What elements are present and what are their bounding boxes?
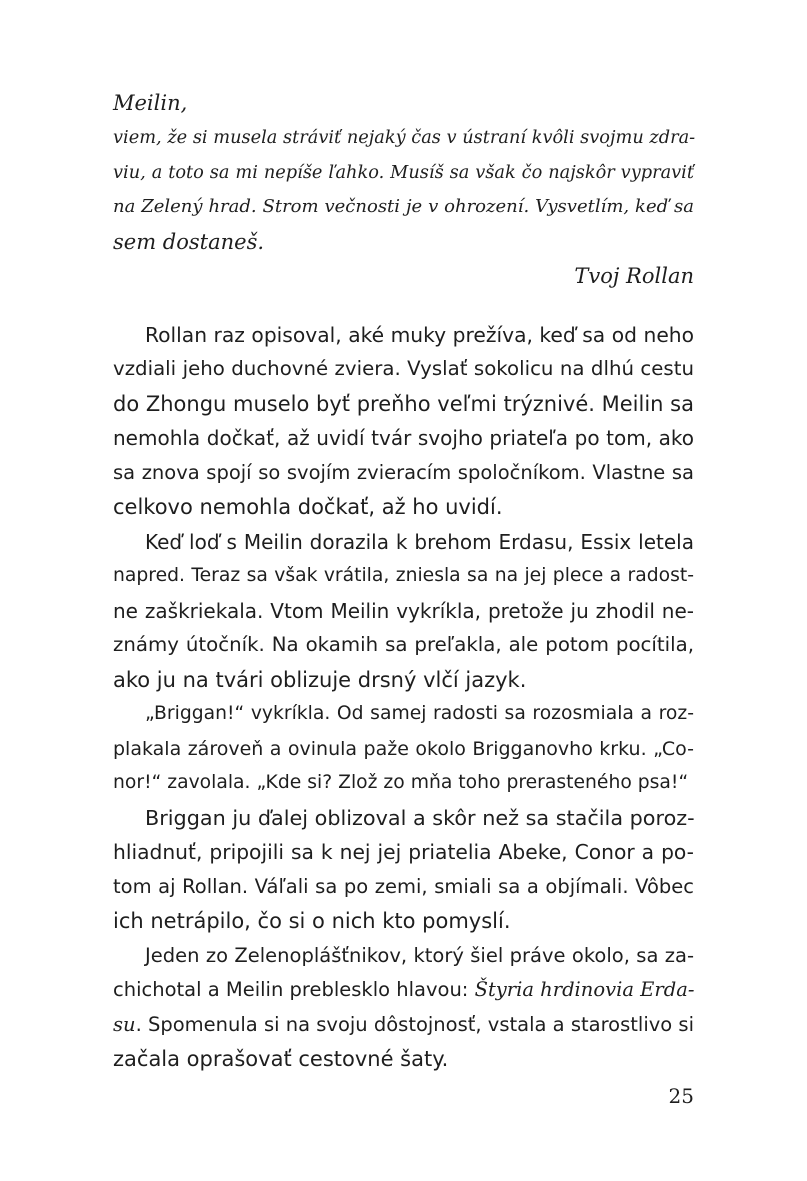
paragraph-line: nor!“ zavolala. „Kde si? Zlož zo mňa toho prerasteného psa!“ [113, 772, 689, 793]
paragraph-line: „Briggan!“ vykríkla. Od samej radosti sa rozosmiala a roz- [145, 703, 694, 724]
paragraph-text: . Spomenula si na svoju dôstojnosť, vstala a starostlivo si [135, 1013, 694, 1036]
paragraph-line: do Zhongu muselo byť preňho veľmi trýznivé. Meilin sa [113, 392, 694, 416]
letter-salutation: Meilin, [113, 91, 188, 115]
paragraph-line: nemohla dočkať, až uvidí tvár svojho priateľa po tom, ako [113, 426, 694, 450]
paragraph-line: Rollan raz opisoval, aké muky prežíva, keď sa od neho [145, 323, 694, 347]
paragraph-line: známy útočník. Na okamih sa preľakla, ale potom pocítila, [113, 633, 694, 656]
page-number: 25 [668, 1084, 694, 1108]
paragraph-line: plakala zároveň a ovinula paže okolo Brigganovho krku. „Co- [113, 738, 694, 760]
paragraph-line: Briggan ju ďalej oblizoval a skôr než sa stačila poroz- [145, 806, 695, 830]
letter-signature: Tvoj Rollan [574, 264, 694, 288]
paragraph-line [113, 1010, 694, 1040]
italic-phrase: Štyria hrdinovia Erda- [474, 978, 695, 1001]
paragraph-line [113, 975, 694, 1005]
letter-line: sem dostaneš. [113, 230, 265, 254]
paragraph-line: napred. Teraz sa však vrátila, zniesla sa na jej plece a radost- [113, 565, 694, 586]
paragraph-line: Keď loď s Meilin dorazila k brehom Erdasu, Essix letela [145, 530, 694, 554]
paragraph-line: sa znova spojí so svojím zvieracím spoločníkom. Vlastne sa [113, 461, 694, 484]
paragraph-line: vzdiali jeho duchovné zviera. Vyslať sokolicu na dlhú cestu [113, 357, 694, 380]
paragraph-line: celkovo nemohla dočkať, až ho uvidí. [113, 495, 503, 519]
paragraph-line: tom aj Rollan. Váľali sa po zemi, smiali sa a objímali. Vôbec [113, 875, 694, 898]
letter-line: viu, a toto sa mi nepíše ľahko. Musíš sa však čo najskôr vypraviť [113, 163, 694, 183]
paragraph-line: ne zaškriekala. Vtom Meilin vykríkla, pretože ju zhodil ne- [113, 599, 694, 623]
paragraph-line: ako ju na tvári oblizuje drsný vlčí jazyk. [113, 668, 527, 692]
letter-line: viem, že si musela stráviť nejaký čas v ústraní kvôli svojmu zdra- [113, 128, 696, 148]
paragraph-text: chichotal a Meilin preblesklo hlavou: [113, 978, 475, 1001]
paragraph-line: začala oprašovať cestovné šaty. [113, 1047, 449, 1071]
paragraph-line: ich netrápilo, čo si o nich kto pomyslí. [113, 909, 511, 933]
italic-phrase: su [113, 1013, 136, 1036]
paragraph-line: hliadnuť, pripojili sa k nej jej priatelia Abeke, Conor a po- [113, 840, 694, 864]
paragraph-line: Jeden zo Zelenoplášťnikov, ktorý šiel práve okolo, sa za- [145, 944, 694, 967]
letter-line: na Zelený hrad. Strom večnosti je v ohrození. Vysvetlím, keď sa [113, 196, 694, 217]
